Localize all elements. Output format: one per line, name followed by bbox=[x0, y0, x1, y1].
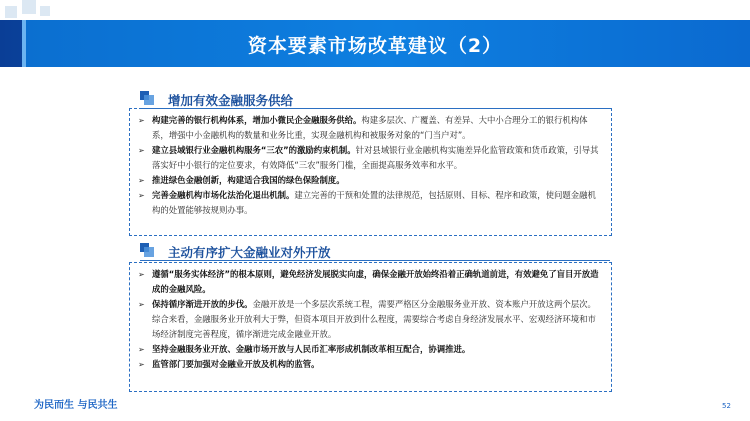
footer-slogan: 为民而生 与民共生 bbox=[34, 400, 118, 411]
arrow-bullet-icon: ➢ bbox=[138, 116, 145, 125]
item-text: 建立完善的干预和处置的法律规范，包括原则、目标、程序和政策，使问题金融机构的处置能够按规则办事。 bbox=[152, 190, 596, 215]
item-bold: 坚持金融服务业开放、金融市场开放与人民币汇率形成机制改革相互配合，协调推进。 bbox=[152, 344, 471, 354]
arrow-bullet-icon: ➢ bbox=[138, 345, 145, 354]
list-item bbox=[138, 113, 601, 143]
list-item bbox=[138, 188, 601, 218]
arrow-bullet-icon: ➢ bbox=[138, 270, 145, 279]
list-item bbox=[138, 297, 601, 342]
list-item bbox=[138, 143, 601, 173]
item-bold: 构建完善的银行机构体系，增加小微民企金融服务供给。 bbox=[152, 115, 362, 125]
item-bold: 建立县域银行业金融机构服务“三农”的激励约束机制。 bbox=[152, 145, 356, 155]
item-text: 针对县域银行业金融机构实施差异化监管政策和货币政策，引导其落实好中小银行的定位要求，有效降低“三农”服务门槛，全面提高服务效率和水平。 bbox=[152, 145, 599, 170]
item-text: 金融开放是一个多层次系统工程，需要严格区分金融服务业开放、资本账户开放这两个层次。综合来看，金融服务业开放利大于弊，但资本项目开放到什么程度，需要综合考虑自身经济发展水平、宏观经济环境和市场经济制度完善程度，循序渐进完成金融业开放。 bbox=[152, 299, 596, 339]
item-bold: 推进绿色金融创新，构建适合我国的绿色保险制度。 bbox=[152, 175, 345, 185]
section-heading-label: 主动有序扩大金融业对外开放 bbox=[168, 245, 331, 260]
section-heading-1 bbox=[140, 90, 610, 109]
arrow-bullet-icon: ➢ bbox=[138, 146, 145, 155]
title-bar bbox=[0, 20, 750, 67]
square-marker-icon bbox=[140, 243, 154, 257]
item-text: 构建多层次、广覆盖、有差异、大中小合理分工的银行机构体系，增强中小金融机构的数量和业务比重，实现金融机构和被服务对象的“门当户对”。 bbox=[152, 115, 588, 140]
list-item bbox=[138, 342, 601, 357]
list-item bbox=[138, 357, 601, 372]
page-title: 资本要素市场改革建议（2） bbox=[247, 35, 503, 57]
list-item bbox=[138, 267, 601, 297]
arrow-bullet-icon: ➢ bbox=[138, 191, 145, 200]
item-bold: 保持循序渐进开放的步伐。 bbox=[152, 299, 253, 309]
item-bold: 遵循“服务实体经济”的根本原则，避免经济发展脱实向虚，确保金融开放始终沿着正确轨道前进，有效避免了盲目开放造成的金融风险。 bbox=[152, 269, 599, 294]
section-1-box bbox=[129, 108, 612, 236]
item-bold: 监管部门要加强对金融业开放及机构的监管。 bbox=[152, 359, 320, 369]
section-heading-label: 增加有效金融服务供给 bbox=[168, 93, 294, 108]
item-bold: 完善金融机构市场化法治化退出机制。 bbox=[152, 190, 295, 200]
square-marker-icon bbox=[140, 91, 154, 105]
section-2-box bbox=[129, 262, 612, 392]
arrow-bullet-icon: ➢ bbox=[138, 360, 145, 369]
list-item bbox=[138, 173, 601, 188]
arrow-bullet-icon: ➢ bbox=[138, 300, 145, 309]
arrow-bullet-icon: ➢ bbox=[138, 176, 145, 185]
page-number: 52 bbox=[722, 402, 731, 410]
section-heading-2 bbox=[140, 242, 610, 261]
